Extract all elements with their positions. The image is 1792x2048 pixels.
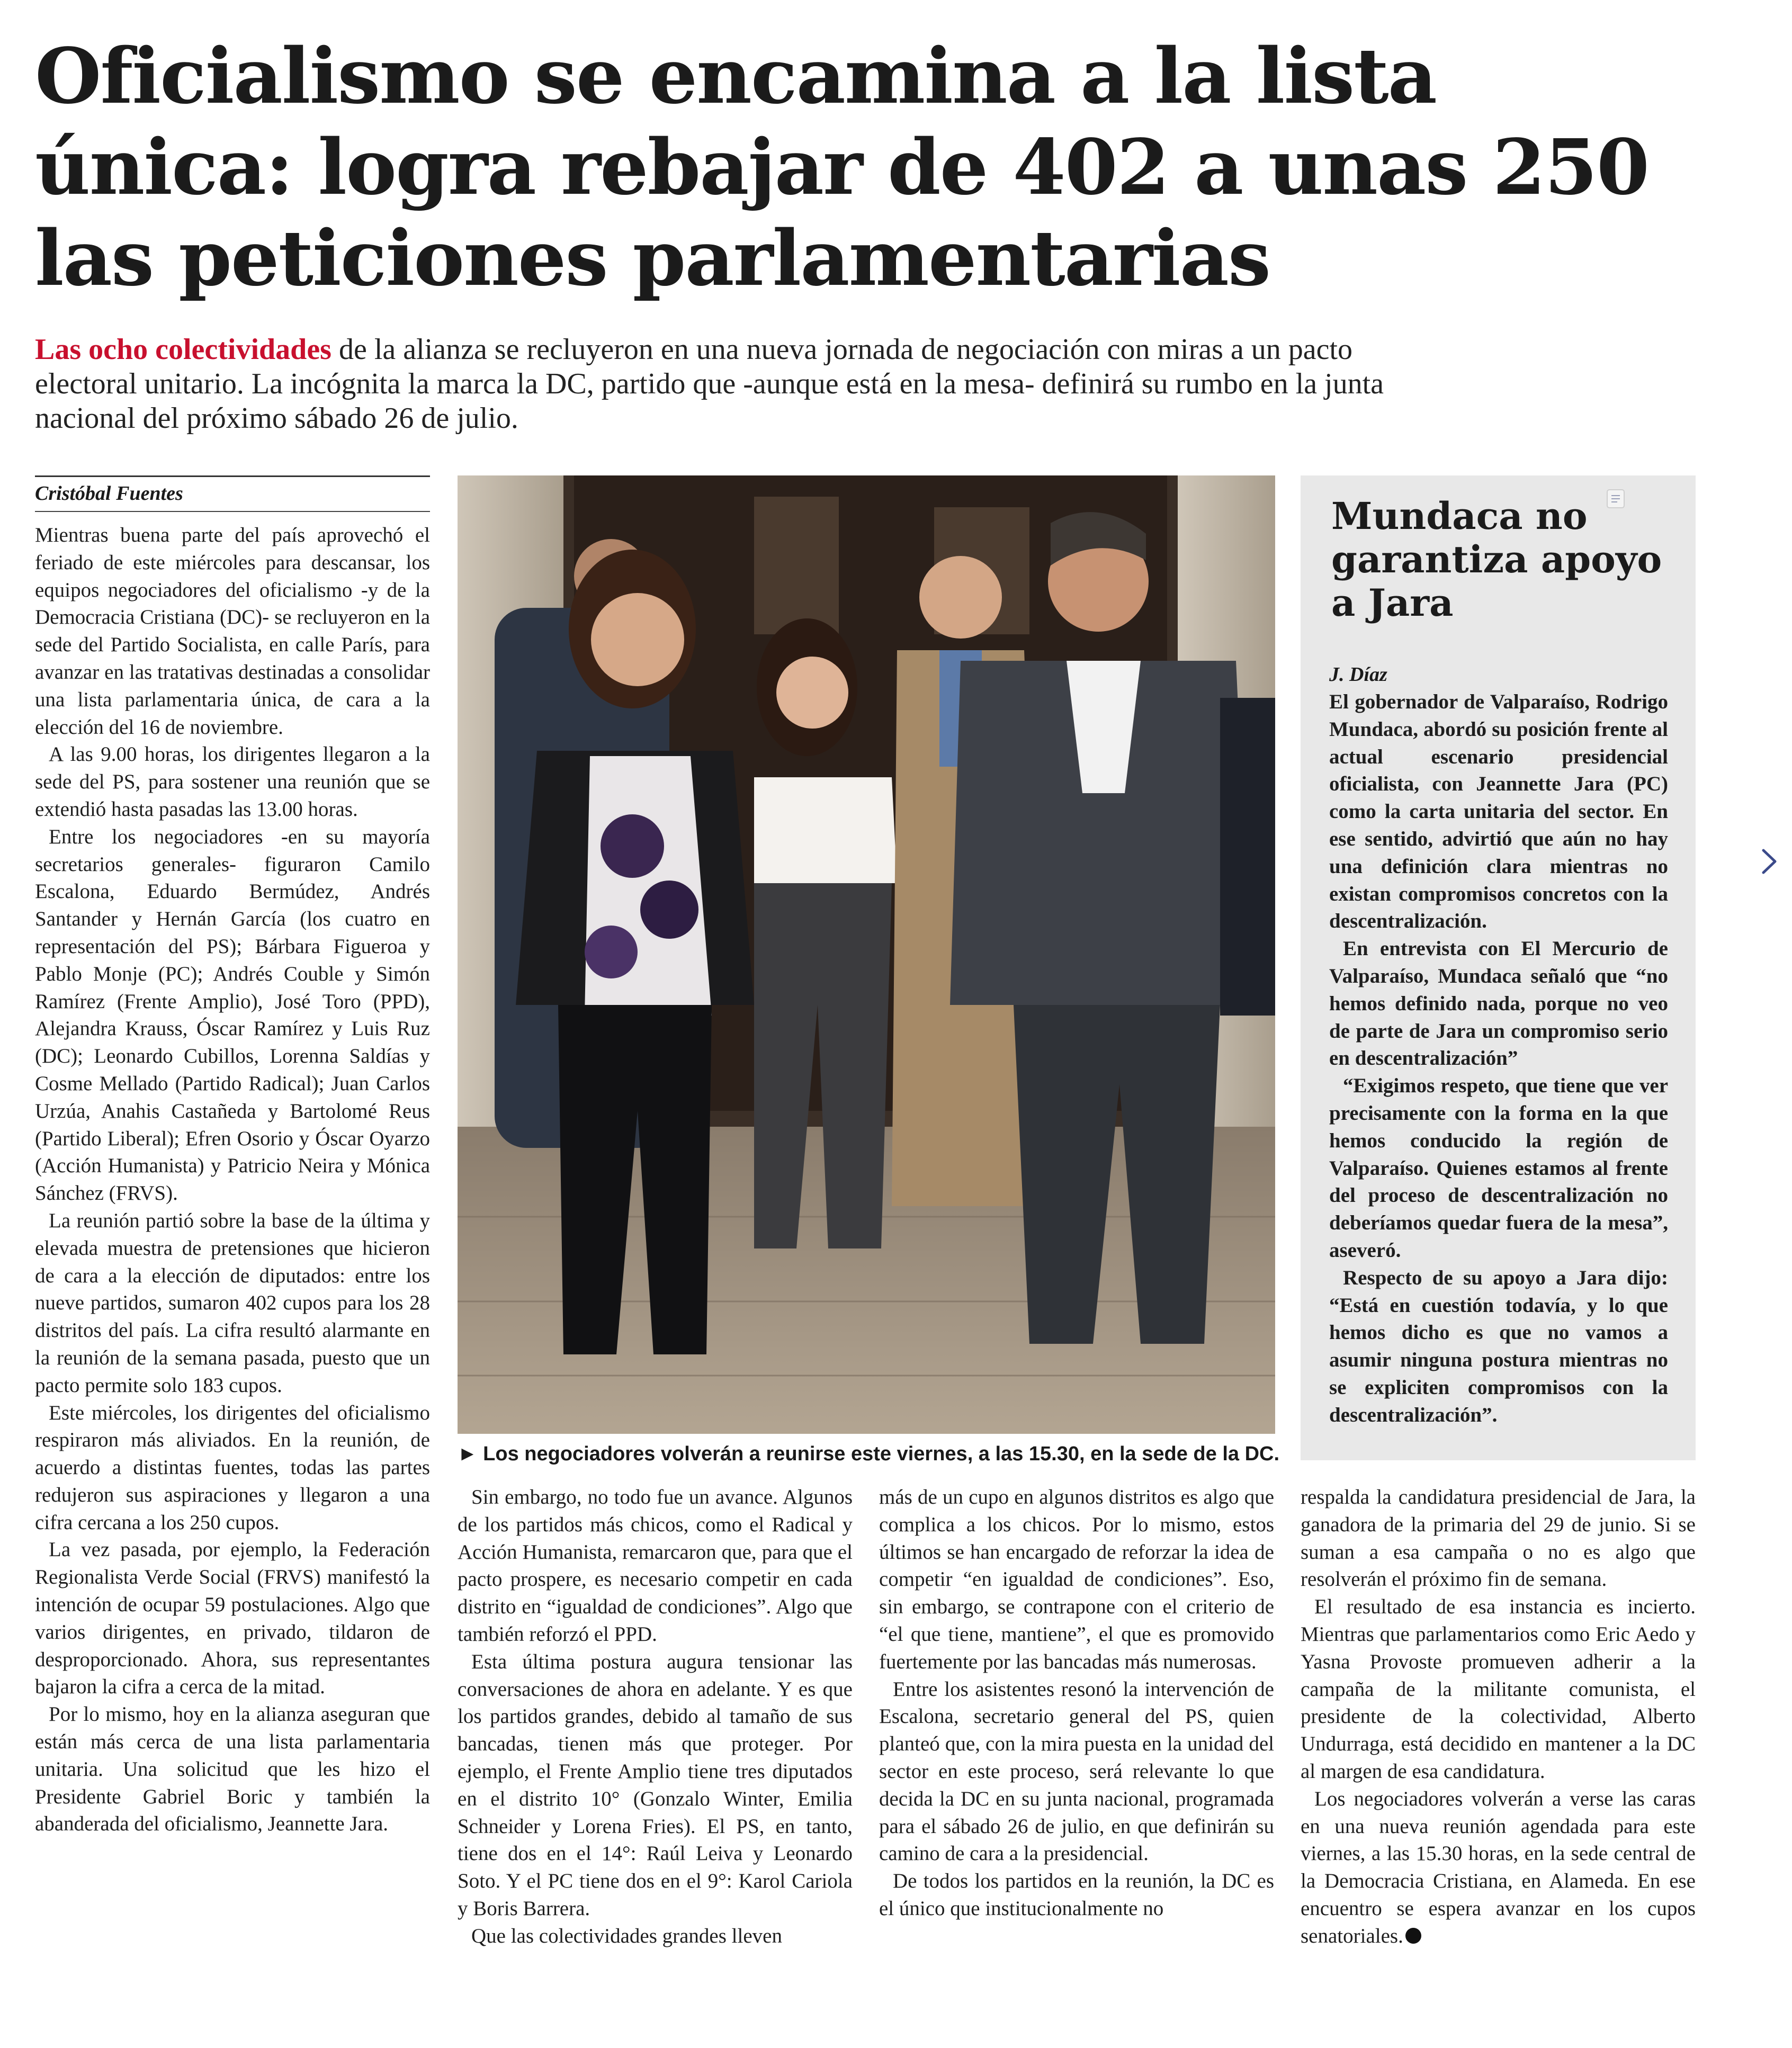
article-dek (35, 333, 1433, 436)
article-byline: Cristóbal Fuentes (35, 482, 183, 505)
sidebar-paragraph: En entrevista con El Mercurio de Valparaíso, Mundaca señaló que “no hemos definido nada, porque no veo de parte de Jara un compromiso serio en descentralización” (1329, 937, 1668, 1070)
paragraph: Entre los asistentes resonó la intervención de Escalona, secretario general del PS, quien planteó que, con la mira puesta en la unidad del sector en este proceso, será relevante lo que decida la DC en su junta nacional, programada para el sábado 26 de julio, en que definirán su camino de cara a la presidencial. (879, 1677, 1274, 1865)
sidebar-box (1301, 475, 1696, 1460)
sidebar-body (1329, 688, 1668, 1429)
photo-illustration (458, 475, 1275, 1434)
paragraph: Sin embargo, no todo fue un avance. Algunos de los partidos más chicos, como el Radical y Acción Humanista, remarcaron que, para que el pacto prospere, es necesario competir en cada distrito en “igualdad de condiciones”. Algo que también reforzó el PPD. (458, 1486, 853, 1646)
paragraph: A las 9.00 horas, los dirigentes llegaron a la sede del PS, para sostener una reunión que se extendió hasta pasadas las 13.00 horas. (35, 743, 430, 821)
article-column-1 (35, 522, 430, 1838)
paragraph: Mientras buena parte del país aprovechó el feriado de este miércoles para descansar, los equipos negociadores del oficialismo -y de la Democracia Cristiana (DC)- se recluyeron en la sede del Partido Socialista, en calle París, para avanzar en las tratativas destinadas a consolidar una lista parlamentaria única, de cara a la elección del 16 de noviembre. (35, 524, 430, 739)
paragraph-text: Los negociadores volverán a verse las caras en una nueva reunión agendada para este viernes, a las 15.30 horas, en la sede central de la Democracia Cristiana, en Alameda. En ese encuentro se espera avanzar en los cupos senatoriales. (1301, 1787, 1696, 1947)
paragraph: De todos los partidos en la reunión, la DC es el único que institucionalmente no (879, 1870, 1274, 1920)
paragraph: más de un cupo en algunos distritos es algo que complica a los chicos. Por lo mismo, estos últimos se han encargado de reforzar la idea de competir “en igualdad de condiciones”. Eso, sin embargo, se contrapone con el criterio de “el que tiene, mantiene”, el que es promovido fuertemente por las bancadas más numerosas. (879, 1486, 1274, 1673)
article-headline: Oficialismo se encamina a la lista única: logra rebajar de 402 a unas 250 las peticiones parlamentarias (35, 31, 1649, 303)
dek-text: de la alianza se recluyeron en una nueva jornada de negociación con miras a un pacto electoral unitario. La incógnita la marca la DC, partido que -aunque está en la mesa- definirá su rumbo en la junta nacional del próximo sábado 26 de julio. (35, 333, 1384, 435)
paragraph: Que las colectividades grandes lleven (471, 1924, 782, 1947)
paragraph: La vez pasada, por ejemplo, la Federación Regionalista Verde Social (FRVS) manifestó la intención de ocupar 59 postulaciones. Algo que varios dirigentes, en privado, tildaron de desproporcionado. Ahora, sus representantes bajaron la cifra a cerca de la mitad. (35, 1538, 430, 1699)
dek-lead: Las ocho colectividades (35, 333, 331, 366)
paragraph: Esta última postura augura tensionar las conversaciones de ahora en adelante. Y es que los partidos grandes, debido al tamaño de sus bancadas, tienen más que proteger. Por ejemplo, el Frente Amplio tiene tres diputados en el distrito 10° (Gonzalo Winter, Emilia Schneider y Lorena Fries). El PS, en tanto, tiene dos en el 14°: Raúl Leiva y Leonardo Soto. Y el PC tiene dos en el 9°: Karol Cariola y Boris Barrera. (458, 1650, 853, 1920)
paragraph: respalda la candidatura presidencial de Jara, la ganadora de la primaria del 29 de junio. Si se suman a esa campaña o no es algo que resolverán el próximo fin de semana. (1301, 1486, 1696, 1591)
end-mark-icon (1405, 1928, 1421, 1944)
sidebar-byline: J. Díaz (1329, 663, 1387, 686)
paragraph: El resultado de esa instancia es incierto. Mientras que parlamentarios como Eric Aedo y Yasna Provoste promueven adherir a la campaña de la militante comunista, el presidente de la colectividad, Alberto Undurraga, está decidido en mantener a la DC al margen de esa candidatura. (1301, 1595, 1696, 1783)
sidebar-paragraph: El gobernador de Valparaíso, Rodrigo Mundaca, abordó su posición frente al actual escenario presidencial oficialista, con Jeannette Jara (PC) como la carta unitaria del sector. En ese sentido, advirtió que aún no hay una definición clara mientras no existan compromisos concretos con la descentralización. (1329, 690, 1668, 933)
byline-rule-bottom (35, 511, 430, 512)
paragraph: Por lo mismo, hoy en la alianza aseguran que están más cerca de una lista parlamentaria unitaria. Una solicitud que les hizo el Presidente Gabriel Boric y también la abanderada del oficialismo, Jeannette Jara. (35, 1703, 430, 1836)
sidebar-paragraph: Respecto de su apoyo a Jara dijo: “Está en cuestión todavía, y lo que hemos dicho es que no vamos a asumir ninguna postura mientras no se expliciten compromisos con la descentralización”. (1329, 1266, 1668, 1426)
paragraph: Entre los negociadores -en su mayoría secretarios generales- figuraron Camilo Escalona, Eduardo Bermúdez, Andrés Santander y Hernán García (los cuatro en representación del PS); Bárbara Figueroa y Pablo Monje (PC); Andrés Couble y Simón Ramírez (Frente Amplio), José Toro (PPD), Alejandra Krauss, Óscar Ramírez y Luis Ruz (DC); Leonardo Cubillos, Lorenna Saldías y Cosme Mellado (Partido Radical); Juan Carlos Urzúa, Anahis Castañeda y Bartolomé Reus (Partido Liberal); Efren Osorio y Óscar Oyarzo (Acción Humanista) y Patricio Neira y Mónica Sánchez (FRVS). (35, 825, 430, 1205)
chevron-right-icon[interactable] (1757, 847, 1781, 876)
paragraph: La reunión partió sobre la base de la última y elevada muestra de pretensiones que hicieron de cara a la elección de diputados: entre los nueve partidos, sumaron 402 cupos para los 28 distritos del país. La cifra resultó alarmante en la reunión de la semana pasada, puesto que un pacto permite solo 183 cupos. (35, 1209, 430, 1397)
article-column-2 (458, 1484, 853, 1950)
article-column-3 (879, 1484, 1274, 1923)
byline-rule-top (35, 475, 430, 477)
paragraph: Este miércoles, los dirigentes del oficialismo respiraron más aliviados. En la reunión, de acuerdo a distintas fuentes, todas las partes redujeron sus aspiraciones y llegaron a una cifra cercana a los 250 cupos. (35, 1401, 430, 1534)
sidebar-paragraph: “Exigimos respeto, que tiene que ver precisamente con la forma en la que hemos conducido la región de Valparaíso. Quienes estamos al frente del proceso de descentralización no deberíamos quedar fuera de la mesa”, aseveró. (1329, 1074, 1668, 1262)
photo-caption: ► Los negociadores volverán a reunirse este viernes, a las 15.30, en la sede de la DC. (458, 1443, 1280, 1465)
article-column-4 (1301, 1484, 1696, 1950)
sidebar-title: Mundaca no garantiza apoyo a Jara (1331, 494, 1662, 625)
paragraph (1301, 1785, 1696, 1950)
article-photo (458, 475, 1275, 1434)
